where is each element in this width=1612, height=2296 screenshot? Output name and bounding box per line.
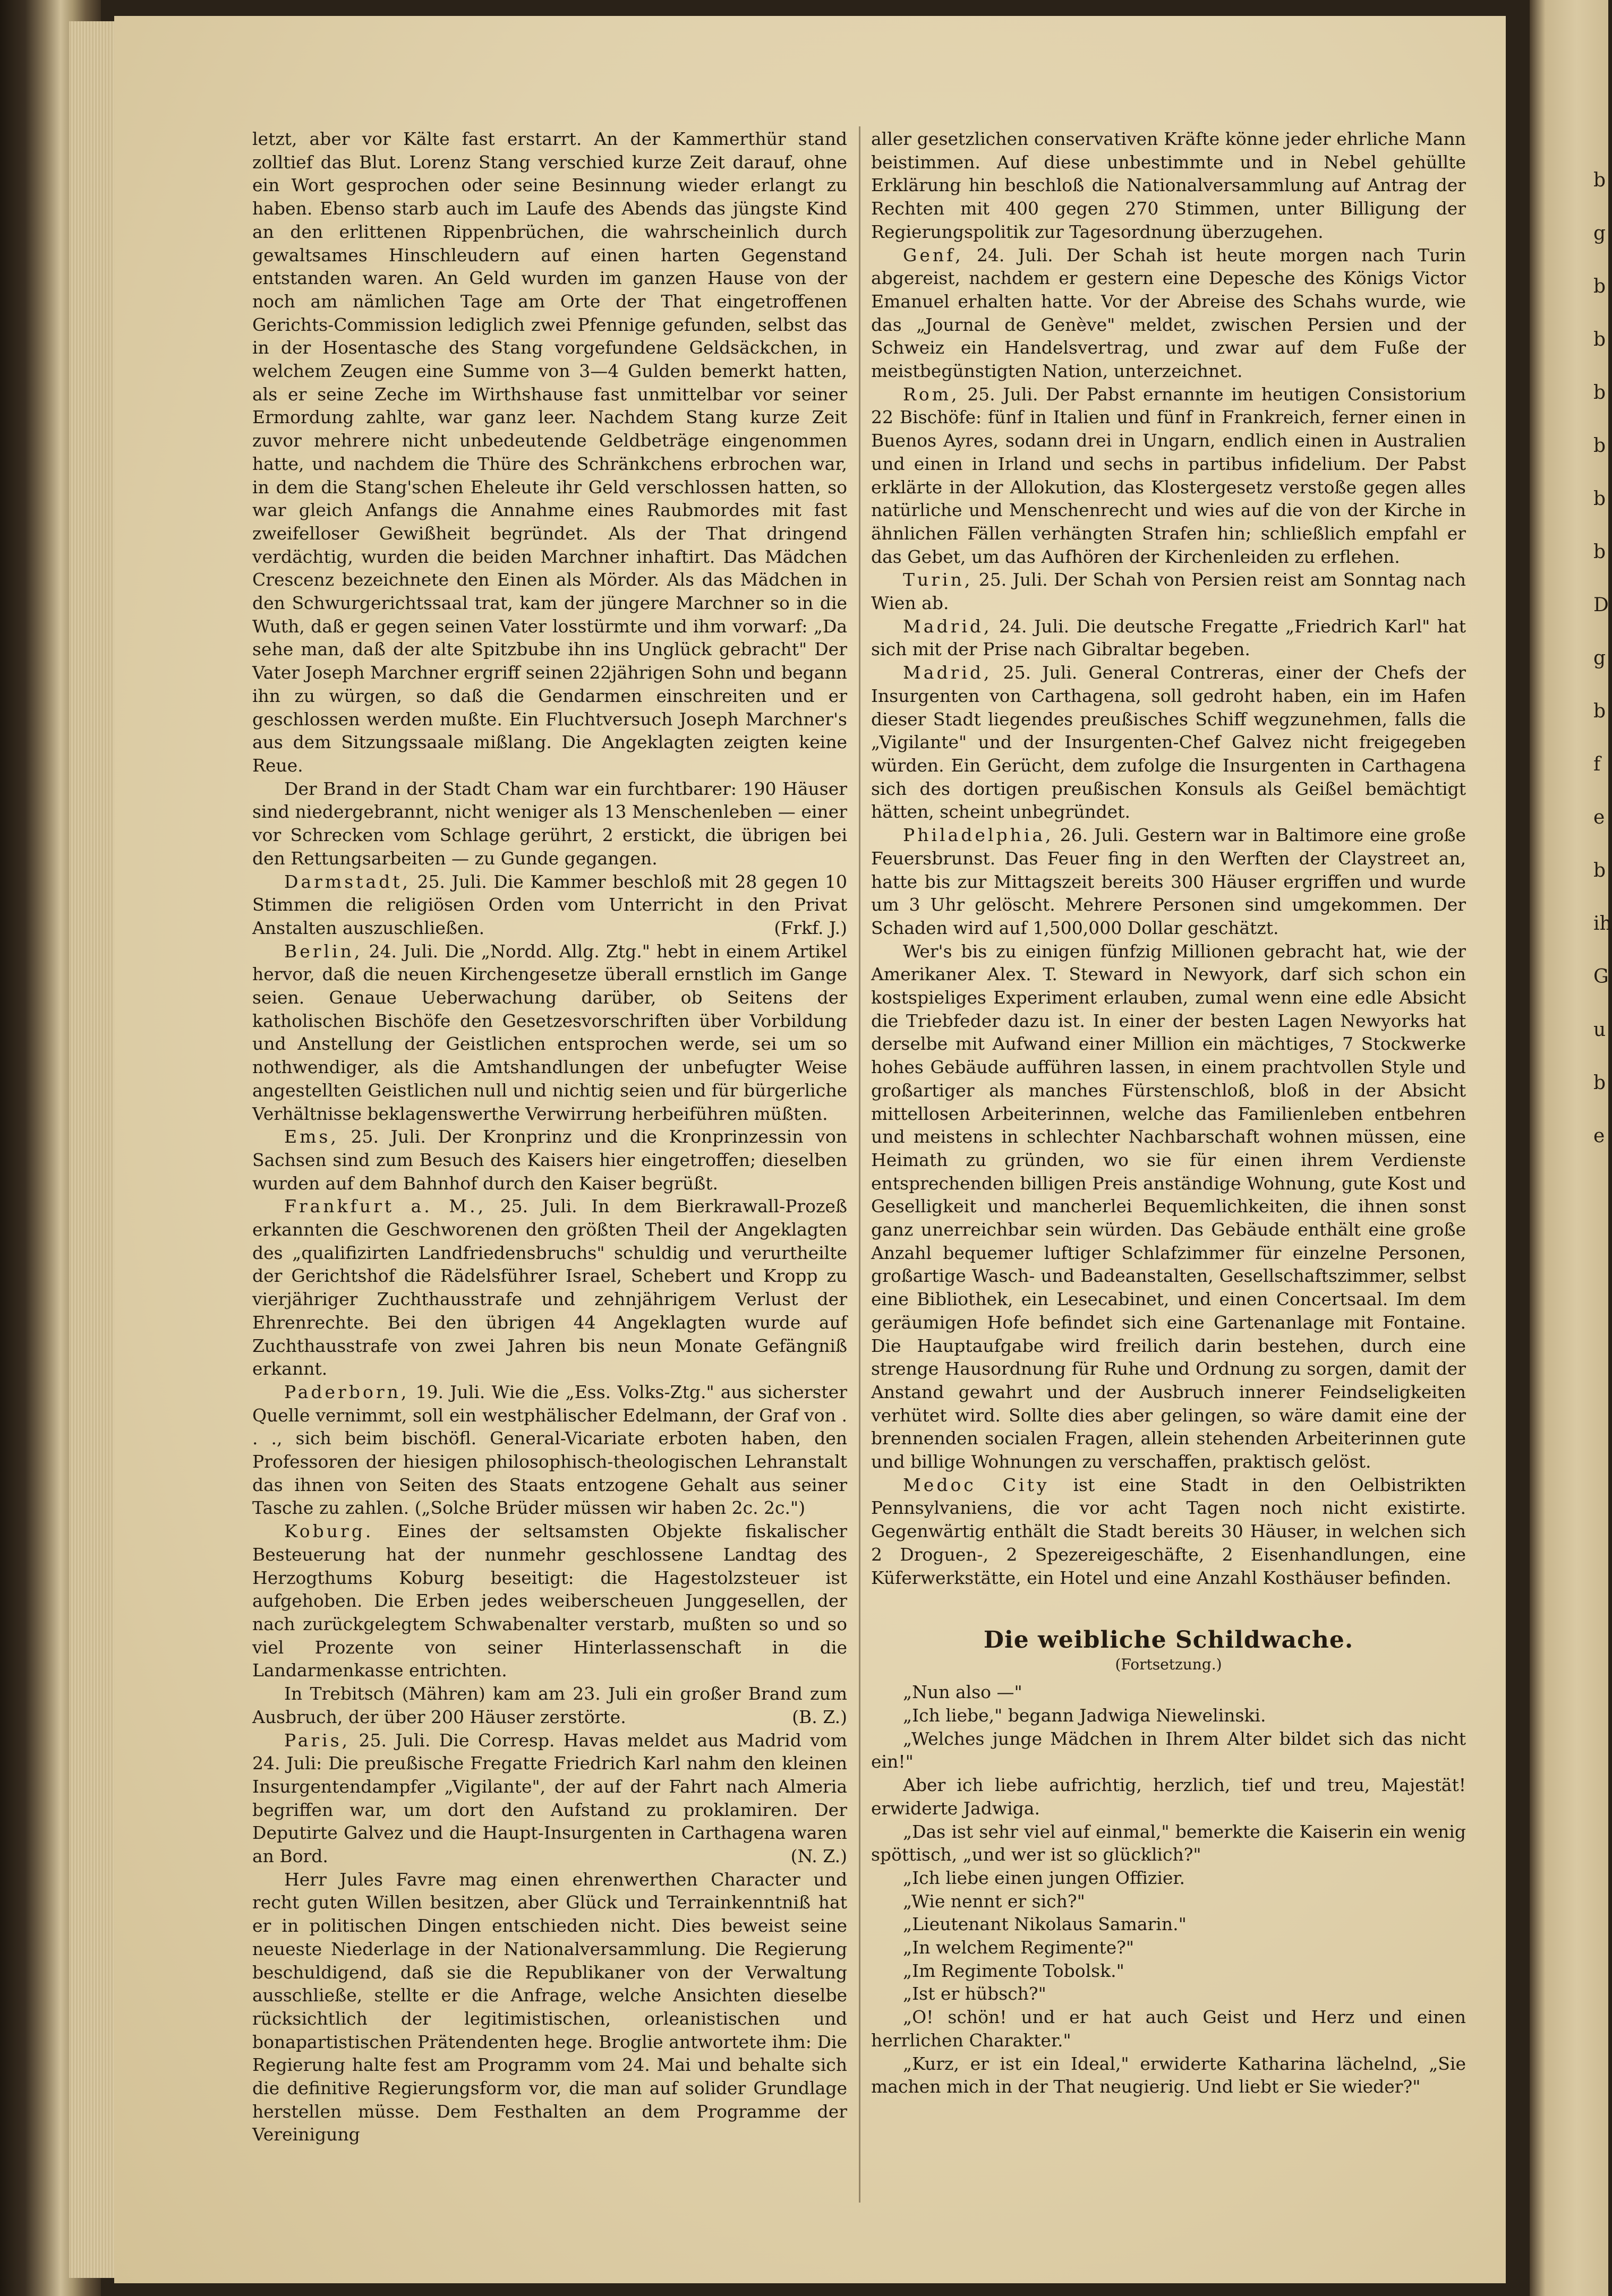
story-line: „Wie nennt er sich?" [903, 1890, 1085, 1912]
next-page-fragment: b [1593, 382, 1606, 404]
left-column [252, 127, 847, 2241]
next-page-fragment: g [1593, 647, 1606, 669]
next-page-fragment: b [1593, 860, 1606, 881]
article-text: 25. Juli. Der Kronprinz und die Kronprinzessin von Sachsen sind zum Besuch des Kaisers hier eingetroffen; dieselben wurden auf dem Bahnhof durch den Kaiser begrüßt. [252, 1126, 847, 1194]
next-page-fragment: b [1593, 329, 1606, 350]
next-page-fragment: ih [1593, 913, 1612, 935]
article-text: 25. Juli. Die Corresp. Havas meldet aus Madrid vom 24. Juli: Die preußische Fregatte Friedrich Karl nahm den kleinen Insurgentendampfer „Vigilante", der auf der Fahrt nach Almeria begriffen war, um dort den Aufstand zu proklamiren. Der Deputirte Galvez und die Haupt-Insurgenten in Carthagena waren an Bord. [252, 1729, 847, 1867]
story-line: „Ich liebe," begann Jadwiga Niewelinski. [903, 1705, 1266, 1726]
dateline-place: Philadelphia, [903, 825, 1054, 846]
story-line: „Welches junge Mädchen in Ihrem Alter bildet sich das nicht ein!" [871, 1728, 1466, 1772]
next-page-fragment: b [1593, 541, 1606, 563]
dateline-place: Paderborn, [284, 1381, 410, 1402]
source-note: (N. Z.) [790, 1846, 847, 1867]
article-koburg [252, 1520, 847, 1682]
story-line: „O! schön! und er hat auch Geist und Herz und einen herrlichen Charakter." [871, 2007, 1466, 2051]
story-line: „Kurz, er ist ein Ideal," erwiderte Katharina lächelnd, „Sie machen mich in der That neugierig. Und liebt er Sie wieder?" [871, 2053, 1466, 2097]
dateline-place: Darmstadt, [284, 871, 411, 892]
dateline-place: Turin, [903, 569, 973, 590]
next-page-fragment: D [1593, 594, 1609, 616]
next-page-fragment: b [1593, 488, 1606, 510]
column-rule [859, 126, 860, 2203]
article-text: 24. Juli. Der Schah ist heute morgen nach Turin abgereist, nachdem er gestern eine Depesche des Königs Victor Emanuel erhalten hatte. Vor der Abreise des Schahs wurde, wie das „Journal de Genève" meldet, zwischen Persien und der Schweiz ein Handelsvertrag, und zwar auf dem Fuße der meistbegünstigten Nation, unterzeichnet. [871, 244, 1466, 382]
next-page-fragments [1593, 154, 1612, 1163]
story-line: „Lieutenant Nikolaus Samarin." [903, 1914, 1187, 1935]
next-page-fragment: G [1593, 966, 1609, 988]
story-line: „Das ist sehr viel auf einmal," bemerkte die Kaiserin ein wenig spöttisch, „und wer ist so glücklich?" [871, 1821, 1466, 1865]
article-madrid-1 [871, 615, 1466, 661]
source-note: (B. Z.) [792, 1706, 847, 1727]
article-darmstadt [252, 870, 847, 940]
dateline-place: Paris, [284, 1729, 351, 1751]
dateline-place: Genf, [903, 244, 963, 265]
article-text: 24. Juli. Die deutsche Fregatte „Friedrich Karl" hat sich mit der Prise nach Gibraltar begeben. [871, 615, 1466, 660]
story-line: „Ich liebe einen jungen Offizier. [903, 1867, 1185, 1888]
article-madrid-2 [871, 661, 1466, 824]
source-note: (Frkf. J.) [774, 917, 847, 938]
article-berlin [252, 940, 847, 1126]
right-column [871, 127, 1466, 2241]
dateline-place: Berlin, [284, 940, 363, 962]
next-page-fragment: e [1593, 807, 1605, 828]
dateline-place: Madrid, [903, 662, 992, 683]
article-philadelphia [871, 824, 1466, 940]
dateline-place: Madrid, [903, 615, 992, 637]
article-paderborn [252, 1381, 847, 1520]
article-jules-favre: Herr Jules Favre mag einen ehrenwerthen Character und recht guten Willen besitzen, aber Glück und Terrainkenntniß hat er in politischen Dingen entschieden nicht. Dies beweist seine neueste Niederlage in der Nationalversammlung. Die Regierung beschuldigend, daß sie die Republikaner von der Verwaltung ausschließe, stellte er die Anfrage, welche Ansichten dieselbe rücksichtlich der legitimistischen, orleanistischen und bonapartistischen Prätendenten hege. Broglie antwortete ihm: Die Regierung halte fest am Programm vom 24. Mai und behalte sich die definitive Regierungsform vor, die man auf solider Grundlage herstellen müsse. Dem Festhalten an dem Programme der Vereinigung [252, 1869, 847, 2145]
dateline-place: Medoc City [903, 1474, 1050, 1495]
dateline-place: Frankfurt a. M., [284, 1196, 487, 1217]
story-subtitle: (Fortsetzung.) [1115, 1656, 1222, 1674]
article-frankfurt [252, 1195, 847, 1381]
article-favre-continued: aller gesetzlichen conservativen Kräfte könne jeder ehrliche Mann beistimmen. Auf diese unbestimmte und in Nebel gehüllte Erklärung hin beschloß die Nationalversammlung auf Antrag der Rechten mit 400 gegen 270 Stimmen, unter Billigung der Regierungspolitik zur Tagesordnung überzugehen. [871, 128, 1466, 242]
article-turin [871, 568, 1466, 614]
story-line: „Nun also —" [903, 1682, 1022, 1703]
article-marchner-trial: letzt, aber vor Kälte fast erstarrt. An der Kammerthür stand zolltief das Blut. Lorenz Stang verschied kurze Zeit darauf, ohne ein Wort gesprochen oder seine Besinnung wieder erlangt zu haben. Ebenso starb auch im Laufe des Abends das jüngste Kind an den erlittenen Rippenbrüchen, die wahrscheinlich durch gewaltsames Hinschleudern auf einen harten Gegenstand entstanden waren. An Geld wurden im ganzen Hause von der noch am nämlichen Tage am Orte der That eingetroffenen Gerichts-Commission lediglich zwei Pfennige gefunden, selbst das in der Hosentasche des Stang vorgefundene Geldsäckchen, in welchem Zeugen eine Summe von 3—4 Gulden bemerkt hatten, als er seine Zeche im Wirthshause fast unmittelbar vor seiner Ermordung zahlte, war ganz leer. Nachdem Stang kurze Zeit zuvor mehrere nicht unbedeutende Geldbeträge eingenommen hatte, und nachdem die Thüre des Schränkchens erbrochen war, in dem die Stang'schen Eheleute ihr Geld verschlossen hatten, so war gleich Anfangs die Annahme eines Raubmordes mit fast zweifelloser Gewißheit begründet. Als der That dringend verdächtig, wurden die beiden Marchner inhaftirt. Das Mädchen Crescenz bezeichnete den Einen als Mörder. Als das Mädchen in den Schwurgerichtssaal trat, kam der jüngere Marchner so in die Wuth, daß er gegen seinen Vater losstürmte und ihm vorwarf: „Da sehe man, daß der alte Spitzbube ihn ins Unglück gebracht" Der Vater Joseph Marchner ergriff seinen 22jährigen Sohn und begann ihn zu würgen, so daß die Gendarmen einschreiten und er geschlossen werden mußte. Ein Fluchtversuch Joseph Marchner's aus dem Sitzungssaale mißlang. Die Angeklagten zeigten keine Reue. [252, 128, 847, 776]
dateline-place: Rom, [903, 383, 960, 405]
story-line: „In welchem Regimente?" [903, 1937, 1135, 1958]
story-line: „Ist er hübsch?" [903, 1983, 1046, 2004]
article-text: Eines der seltsamsten Objekte fiskalischer Besteuerung hat der nunmehr geschlossene Landtag des Herzogthums Koburg beseitigt: die Hagestolzsteuer ist aufgehoben. Die Erben jedes weiberscheuen Junggesellen, der nach zurückgelegtem Schwabenalter verstarb, mußten so und so viel Prozente von seiner Hinterlassenschaft in die Landarmenkasse entrichten. [252, 1521, 847, 1681]
next-page-fragment: e [1593, 1125, 1605, 1147]
article-text: 25. Juli. Der Schah von Persien reist am Sonntag nach Wien ab. [871, 569, 1466, 614]
page-stack [69, 21, 118, 2278]
next-page-fragment: b [1593, 169, 1606, 191]
next-page-fragment: f [1593, 753, 1601, 775]
next-page-fragment: b [1593, 1072, 1606, 1094]
next-page-fragment: u [1593, 1019, 1606, 1041]
next-page-fragment: b [1593, 435, 1606, 457]
next-page-fragment: b [1593, 700, 1606, 722]
article-ems [252, 1125, 847, 1195]
article-steward: Wer's bis zu einigen fünfzig Millionen gebracht hat, wie der Amerikaner Alex. T. Steward in Newyork, darf sich schon ein kostspieliges Experiment erlauben, zumal wenn eine edle Absicht die Triebfeder dazu ist. In einer der besten Lagen Newyorks hat derselbe mit Aufwand einer Million ein mächtiges, 7 Stockwerke hohes Gebäude aufführen lassen, in einem prachtvollen Style und großartiger als manches Fürstenschloß, bloß in der Absicht mittellosen Arbeiterinnen, welche das Familienleben entbehren und meistens in schlechter Nachbarschaft wohnen müssen, eine Heimath zu gründen, wo sie für einen ihrem Verdienste entsprechenden billigen Preis anständige Wohnung, gute Kost und Geselligkeit und mancherlei Bequemlichkeiten, die ihnen sonst ganz unerreichbar sein würden. Das Gebäude enthält eine große Anzahl bequemer luftiger Schlafzimmer für einzelne Personen, großartige Wasch- und Badeanstalten, Gesellschaftszimmer, selbst eine Bibliothek, ein Lesecabinet, und einen Concertsaal. Im dem geräumigen Hofe befindet sich eine Gartenanlage mit Fontaine. Die Hauptaufgabe wird freilich darin bestehen, durch eine strenge Hausordnung für Ruhe und Ordnung zu sorgen, damit der Anstand gewahrt und der Ausbruch innerer Feindseligkeiten verhütet wird. Sollte dies aber gelingen, so wäre damit eine der brennenden socialen Fragen, allein stehenden Arbeiterinnen gute und billige Wohnungen zu verschaffen, praktisch gelöst. [871, 940, 1466, 1472]
article-text: In Trebitsch (Mähren) kam am 23. Juli ein großer Brand zum Ausbruch, der über 200 Häuser zerstörte. [252, 1683, 847, 1727]
article-text: 25. Juli. In dem Bierkrawall-Prozeß erkannten die Geschworenen den größten Theil der Angeklagten des „qualifizirten Landfriedensbruchs" schuldig und verurtheilte der Gerichtshof die Rädelsführer Israel, Schebert und Kropp zu vierjähriger Zuchthausstrafe und zehnjährigem Verlust der Ehrenrechte. Bei den übrigen 44 Angeklagten wurde auf Zuchthausstrafe von zwei Jahren bis neun Monate Gefängniß erkannt. [252, 1196, 847, 1380]
dateline-place: Ems, [284, 1126, 339, 1147]
article-text: 25. Juli. Die Kammer beschloß mit 28 gegen 10 Stimmen die religiösen Orden vom Unterricht in den Privat Anstalten auszuschließen. [252, 871, 847, 938]
article-text: 25. Juli. Der Pabst ernannte im heutigen Consistorium 22 Bischöfe: fünf in Italien und fünf in Frankreich, ferner einen in Buenos Ayres, sodann drei in Ungarn, endlich einen in Australien und einen in Irland und sechs in partibus infidelium. Der Pabst erklärte in der Allokution, das Klostergesetz verstoße gegen alles natürliche und Menschenrecht und wies auf die von der Kirche in ähnlichen Fällen verhängten Strafen hin; schließlich empfahl er das Gebet, um das Aufhören der Kirchenleiden zu erflehen. [871, 383, 1466, 567]
story-line: Aber ich liebe aufrichtig, herzlich, tief und treu, Majestät! erwiderte Jadwiga. [871, 1775, 1466, 1819]
article-trebitsch [252, 1682, 847, 1728]
next-page-fragment: b [1593, 276, 1606, 297]
article-genf [871, 244, 1466, 383]
story-title: Die weibliche Schildwache. [983, 1626, 1354, 1654]
article-cham-fire: Der Brand in der Stadt Cham war ein furchtbarer: 190 Häuser sind niedergebrannt, nicht weniger als 13 Menschenleben — einer vor Schrecken vom Schlage gerührt, 2 erstickt, die übrigen bei den Rettungsarbeiten — zu Gunde gegangen. [252, 778, 847, 869]
article-text: 26. Juli. Gestern war in Baltimore eine große Feuersbrunst. Das Feuer fing in den Werften der Claystreet an, hatte bis zur Mittagszeit bereits 300 Häuser ergriffen und wurde um 3 Uhr gelöscht. Mehrere Personen sind umgekommen. Der Schaden wird auf 1,500,000 Dollar geschätzt. [871, 825, 1466, 938]
next-page-fragment: g [1593, 222, 1606, 244]
article-text: 19. Juli. Wie die „Ess. Volks-Ztg." aus sicherster Quelle vernimmt, soll ein westphälischer Edelmann, der Graf von . . ., sich beim bischöfl. General-Vicariate erboten haben, den Professoren der hiesigen philosophisch-theologischen Lehranstalt das ihnen von Seiten des Staats entzogene Gehalt aus seiner Tasche zu zahlen. („Solche Brüder müssen wir haben 2c. 2c.") [252, 1381, 847, 1519]
article-text: 25. Juli. General Contreras, einer der Chefs der Insurgenten von Carthagena, soll gedroht haben, ein im Hafen dieser Stadt liegendes preußisches Schiff wegzunehmen, falls die „Vigilante" und der Insurgenten-Chef Galvez nicht freigegeben würden. Ein Gerücht, dem zufolge die Insurgenten in Carthagena sich des dortigen preußischen Konsuls als Geißel bemächtigt hätten, scheint unbegründet. [871, 662, 1466, 823]
article-text: ist eine Stadt in den Oelbistrikten Pennsylvaniens, die vor acht Tagen noch nicht existirte. Gegenwärtig enthält die Stadt bereits 30 Häuser, in welchen sich 2 Droguen-, 2 Spezereigeschäfte, 2 Eisenhandlungen, eine Küferwerkstätte, ein Hotel und eine Anzahl Kosthäuser befinden. [871, 1474, 1466, 1588]
article-text: 24. Juli. Die „Nordd. Allg. Ztg." hebt in einem Artikel hervor, daß die neuen Kirchengesetze überall ernstlich im Gange seien. Genaue Ueberwachung darüber, ob Seitens der katholischen Bischöfe den Gesetzesvorschriften über Vorbildung und Anstellung der Geistlichen entsprochen werde, sei um so nothwendiger, als die Amtshandlungen der unbefugter Weise angestellten Geistlichen null und nichtig seien und für bürgerliche Verhältnisse beklagenswerthe Verwirrung herbeiführen müßten. [252, 940, 847, 1124]
article-medoc-city [871, 1473, 1466, 1590]
article-rom [871, 383, 1466, 569]
dateline-place: Koburg. [284, 1521, 374, 1542]
article-paris [252, 1729, 847, 1868]
story-line: „Im Regimente Tobolsk." [903, 1960, 1124, 1981]
